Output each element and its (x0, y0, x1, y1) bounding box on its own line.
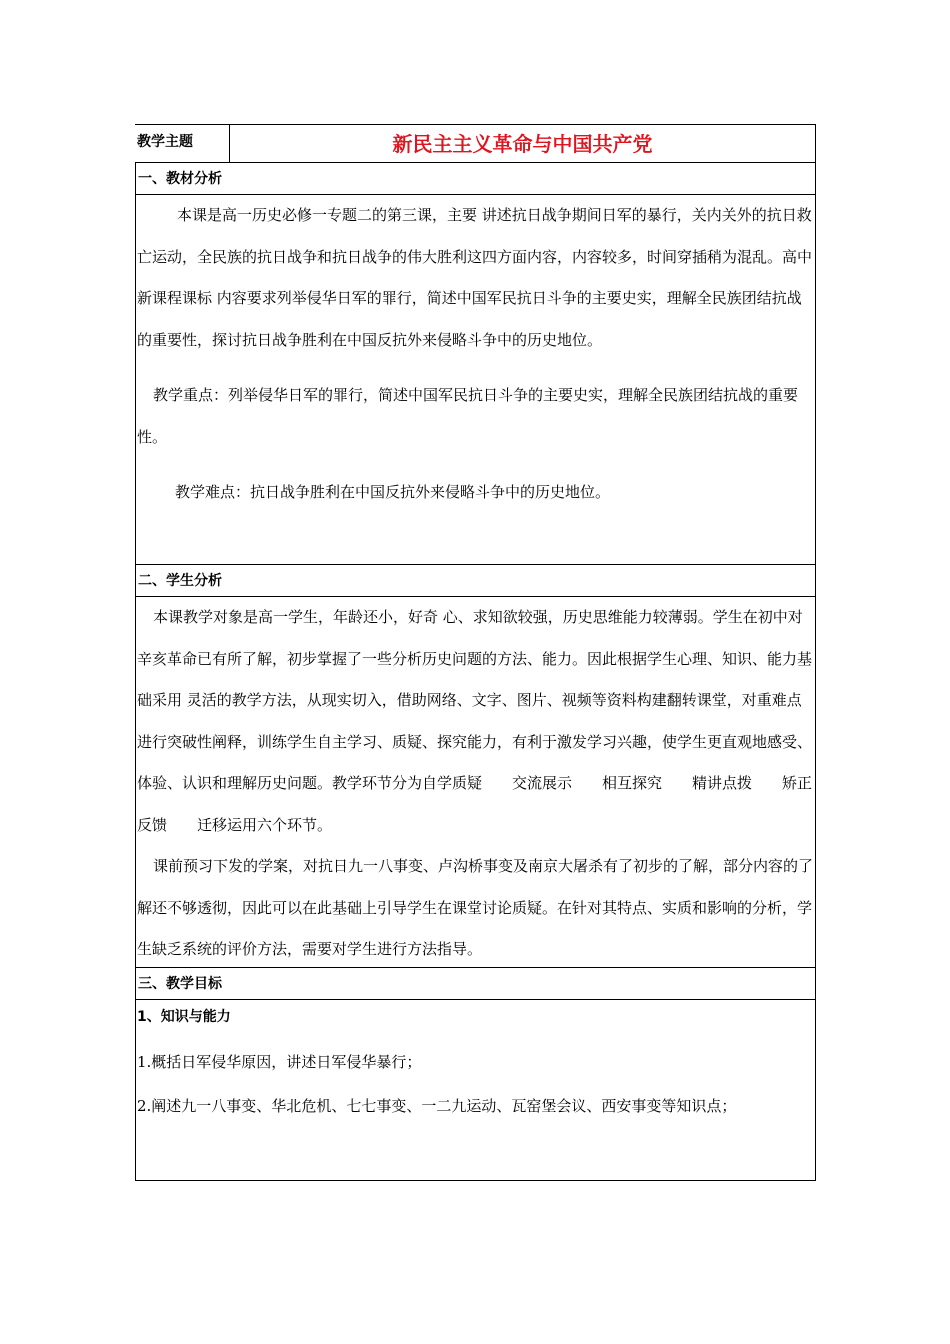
student-paragraph-2: 课前预习下发的学案，对抗日九一八事变、卢沟桥事变及南京大屠杀有了初步的了解，部分内容的了解还不够透彻，因此可以在此基础上引导学生在课堂讨论质疑。在针对其特点、实质和影响的分析，学生缺乏系统的评价方法，需要对学生进行方法指导。 (137, 857, 814, 958)
goal-item-1: 1.概括日军侵华原因，讲述日军侵华暴行； (137, 1053, 422, 1071)
key-points: 教学重点：列举侵华日军的罪行，简述中国军民抗日斗争的主要史实，理解全民族团结抗战的重要性。 (137, 386, 799, 446)
section-heading-goals: 三、教学目标 (135, 968, 816, 1000)
section-heading-material: 一、教材分析 (135, 163, 816, 195)
teaching-goals-body (135, 1000, 816, 1181)
topic-title: 新民主主义革命与中国共产党 (392, 132, 653, 156)
material-analysis-body (135, 195, 816, 565)
topic-row (135, 124, 816, 163)
section-heading-students: 二、学生分析 (135, 565, 816, 597)
difficulties: 教学难点：抗日战争胜利在中国反抗外来侵略斗争中的历史地位。 (175, 483, 611, 501)
goal-subheading-knowledge: 1、知识与能力 (137, 1009, 231, 1025)
material-paragraph: 本课是高一历史必修一专题二的第三课，主要 讲述抗日战争期间日军的暴行，关内关外的抗日救亡运动，全民族的抗日战争和抗日战争的伟大胜利这四方面内容，内容较多，时间穿插稍为混乱。高中新课程课标 内容要求列举侵华日军的罪行，简述中国军民抗日斗争的主要史实，理解全民族团结抗战的重要性，探讨抗日战争胜利在中国反抗外来侵略斗争中的历史地位。 (137, 206, 813, 349)
topic-label: 教学主题 (135, 125, 230, 162)
student-analysis-body (135, 597, 816, 968)
student-paragraph-1: 本课教学对象是高一学生，年龄还小，好奇 心、求知欲较强，历史思维能力较薄弱。学生在初中对辛亥革命已有所了解，初步掌握了一些分析历史问题的方法、能力。因此根据学生心理、知识、能力基础采用 灵活的教学方法，从现实切入，借助网络、文字、图片、视频等资料构建翻转课堂，对重难点进行突破性阐释，训练学生自主学习、质疑、探究能力，有利于激发学习兴趣，使学生更直观地感受、体验、认识和理解历史问题。教学环节分为自学质疑 交流展示 相互探究 精讲点拨 矫正反馈 迁移运用六个环节。 (137, 608, 813, 834)
goal-item-2: 2.阐述九一八事变、华北危机、七七事变、一二九运动、瓦窑堡会议、西安事变等知识点； (137, 1097, 737, 1115)
lesson-plan-table (135, 124, 816, 1181)
